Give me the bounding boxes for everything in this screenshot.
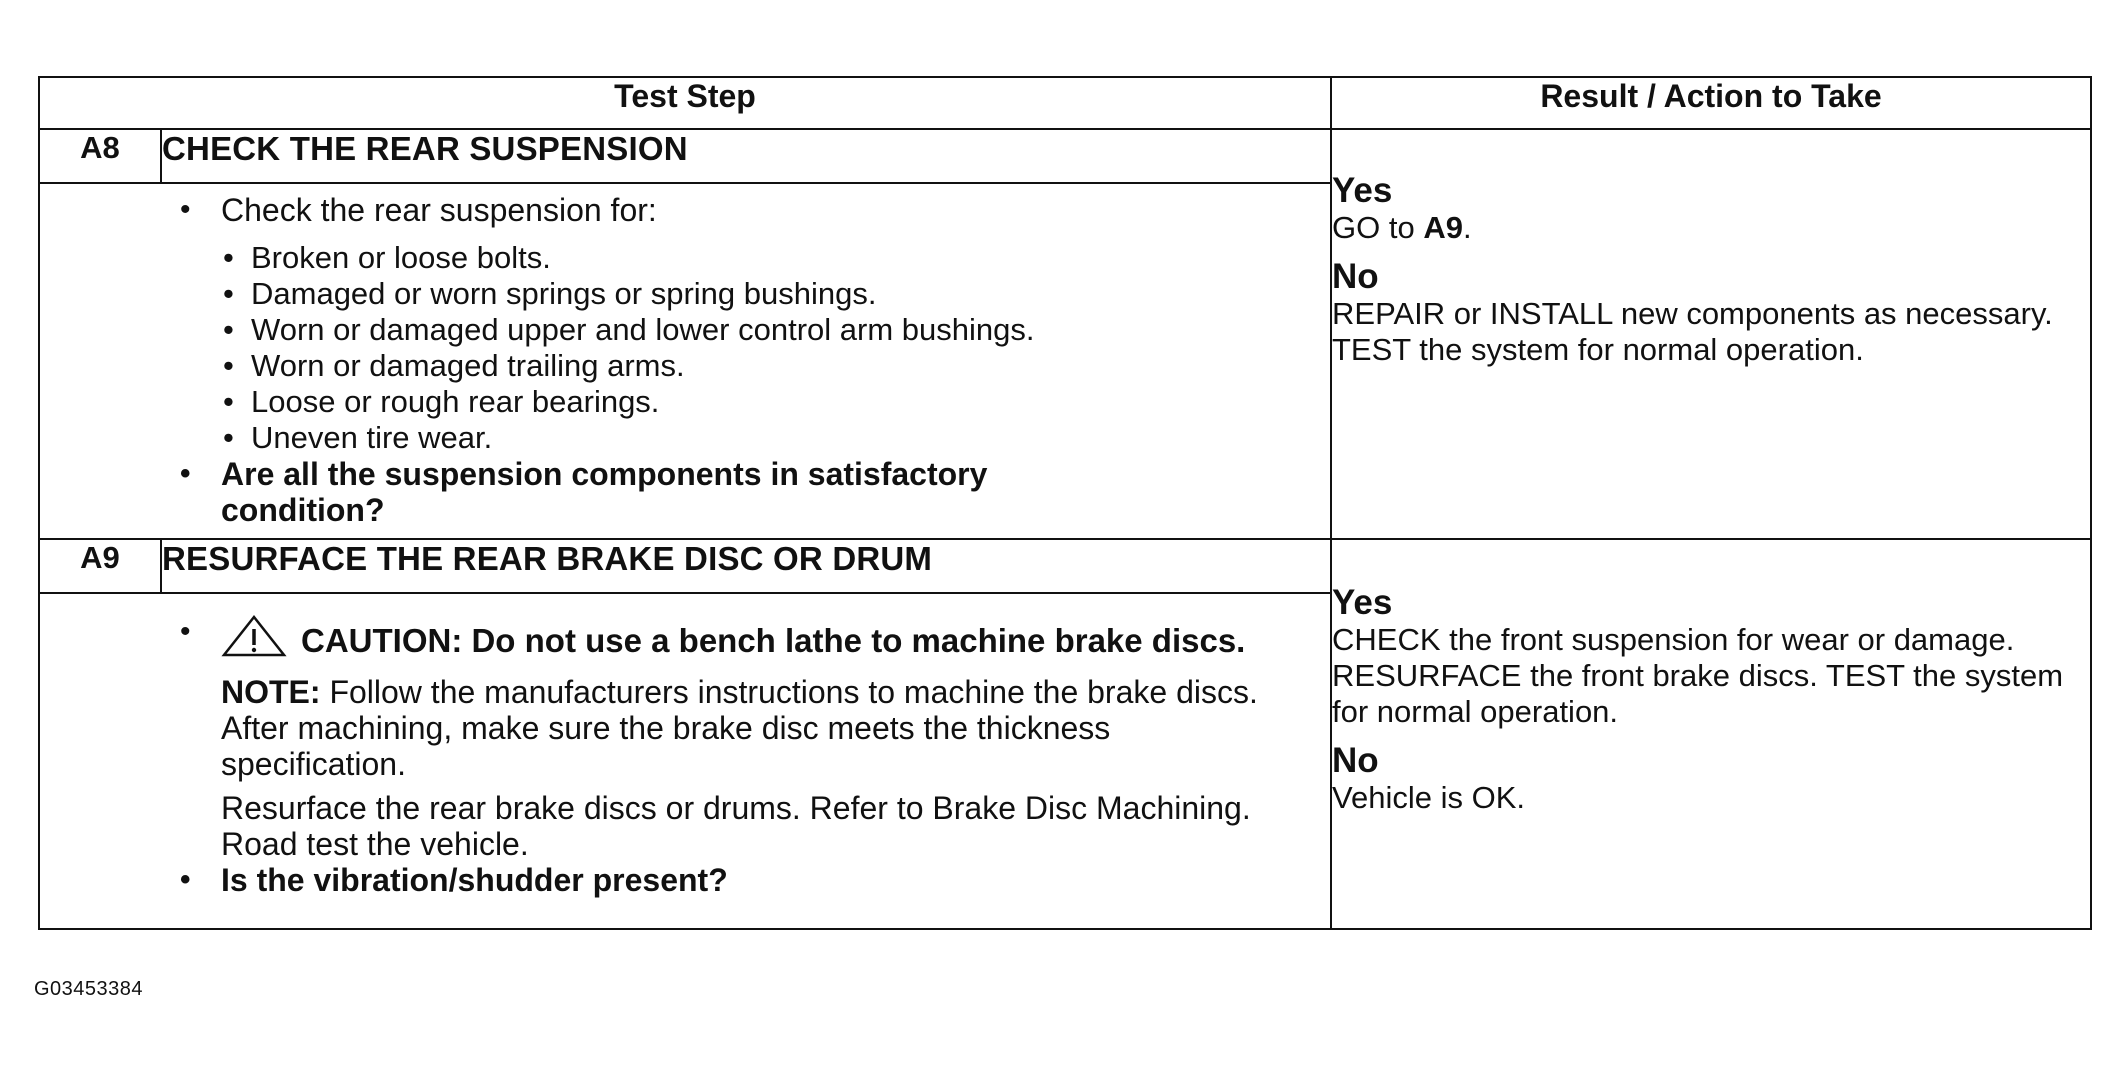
- a9-question: • Is the vibration/shudder present?: [166, 862, 1290, 898]
- a9-yes-text: CHECK the front suspension for wear or damage. RESURFACE the front brake discs. TEST the system for normal operation.: [1332, 622, 2064, 729]
- a9-procedure: Resurface the rear brake discs or drums. Refer to Brake Disc Machining. Road test the vehicle.: [221, 790, 1251, 862]
- a9-caution-text: CAUTION: Do not use a bench lathe to machine brake discs.: [301, 622, 1246, 659]
- step-a9-title-row: [39, 539, 2091, 593]
- a8-no-text: REPAIR or INSTALL new components as necessary. TEST the system for normal operation.: [1332, 296, 2053, 367]
- step-id-a9: A9: [39, 539, 161, 593]
- a8-check-item: • Damaged or worn springs or spring bushings.: [221, 276, 1330, 312]
- a8-question: • Are all the suspension components in satisfactory condition?: [166, 456, 1330, 528]
- a8-check-item: • Uneven tire wear.: [221, 420, 1330, 456]
- a9-caution: [221, 614, 1290, 666]
- a8-step-list: [166, 192, 1330, 528]
- a9-note: [221, 674, 1290, 782]
- step-a8-title-row: [39, 129, 2091, 183]
- a8-check-item: • Broken or loose bolts.: [221, 240, 1330, 276]
- result-action-header: Result / Action to Take: [1331, 77, 2091, 129]
- result-cell-a9: [1331, 539, 2091, 929]
- a8-check-item: • Loose or rough rear bearings.: [221, 384, 1330, 420]
- a8-check-item: • Worn or damaged upper and lower control arm bushings.: [221, 312, 1330, 348]
- a8-check-item: • Worn or damaged trailing arms.: [221, 348, 1330, 384]
- a9-yes-label: Yes: [1332, 583, 1393, 622]
- a8-yes-target: A9: [1423, 210, 1463, 245]
- a9-no-text: Vehicle is OK.: [1332, 780, 1525, 815]
- a9-step-list: [166, 614, 1290, 898]
- a9-note-label: NOTE:: [221, 674, 321, 710]
- a9-no-label: No: [1332, 741, 1379, 780]
- diagnostic-table: [38, 76, 2092, 930]
- step-a9-body: [39, 593, 1331, 929]
- a8-intro-text: Check the rear suspension for:: [221, 192, 657, 228]
- a8-yes-label: Yes: [1332, 171, 1393, 210]
- header-row: [39, 77, 2091, 129]
- step-id-a8: A8: [39, 129, 161, 183]
- a8-yes-text: GO to A9.: [1332, 210, 1472, 245]
- step-title-a9: RESURFACE THE REAR BRAKE DISC OR DRUM: [161, 539, 1331, 593]
- a8-intro-item: [166, 192, 1330, 456]
- a8-no-label: No: [1332, 257, 1379, 296]
- a9-caution-item: [166, 614, 1290, 862]
- figure-id: G03453384: [34, 978, 144, 1000]
- step-title-a8: CHECK THE REAR SUSPENSION: [161, 129, 1331, 183]
- a8-check-list: [221, 240, 1330, 456]
- test-step-header: Test Step: [39, 77, 1331, 129]
- a9-note-text: Follow the manufacturers instructions to machine the brake discs. After machining, make sure the brake disc meets the thickness specification.: [221, 674, 1258, 782]
- step-a8-body: [39, 183, 1331, 539]
- result-cell-a8: [1331, 129, 2091, 539]
- warning-triangle-icon: [221, 614, 287, 666]
